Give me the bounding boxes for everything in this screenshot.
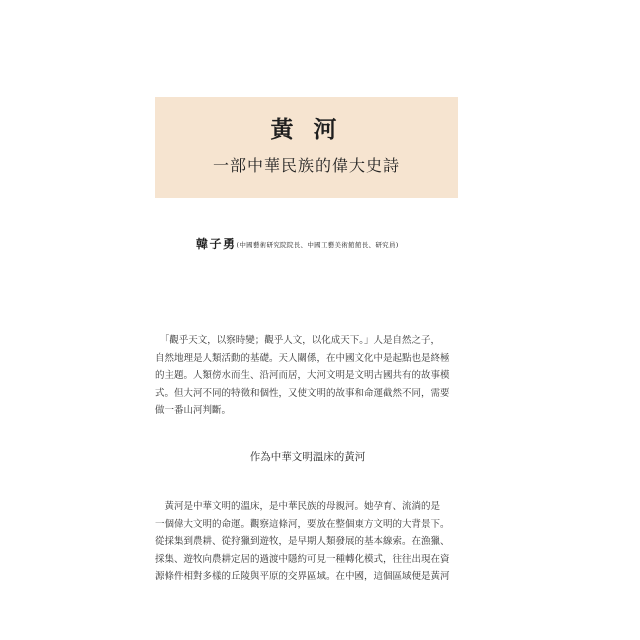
paragraph-line: 「觀乎天文，以察時變；觀乎人文，以化成天下。」人是自然之子， — [155, 335, 441, 346]
paragraph-line: 黃河是中華文明的溫床，是中華民族的母親河。她孕育、流淌的是 — [155, 501, 441, 512]
title-box — [155, 97, 458, 198]
paragraph-line: 式。但大河不同的特徵和個性，又使文明的故事和命運截然不同，需要 — [155, 387, 450, 399]
paragraph-line: 從採集到農耕、從狩獵到遊牧，是早期人類發展的基本線索。在漁獵、 — [155, 536, 450, 547]
section-heading: 作為中華文明溫床的黃河 — [249, 451, 366, 463]
paragraph-body — [155, 498, 460, 586]
author-byline — [196, 233, 399, 252]
article-subtitle: 一部中華民族的偉大史詩 — [212, 156, 400, 175]
paragraph-line: 一個偉大文明的命運。觀察這條河，要放在整個東方文明的大背景下。 — [155, 518, 450, 530]
paragraph-line: 做一番山河判斷。 — [155, 405, 232, 416]
paragraph-line: 採集、遊牧向農耕定居的過渡中隱約可見一種轉化模式，往往出現在資 — [155, 553, 450, 565]
paragraph-line: 自然地理是人類活動的基礎。天人關係，在中國文化中是起點也是終極 — [155, 352, 450, 364]
author-affiliation: (中國藝術研究院院長、中國工藝美術館館長、研究員) — [236, 241, 399, 249]
article-title: 黃 河 — [270, 116, 343, 143]
paragraph-line: 源條件相對多樣的丘陵與平原的交界區域。在中國，這個區域便是黃河 — [155, 571, 450, 582]
paragraph-intro — [155, 332, 460, 420]
paragraph-line: 的主題。人類傍水而生、沿河而居，大河文明是文明古國共有的故事模 — [155, 370, 450, 381]
author-name: 韓子勇 — [196, 237, 237, 251]
